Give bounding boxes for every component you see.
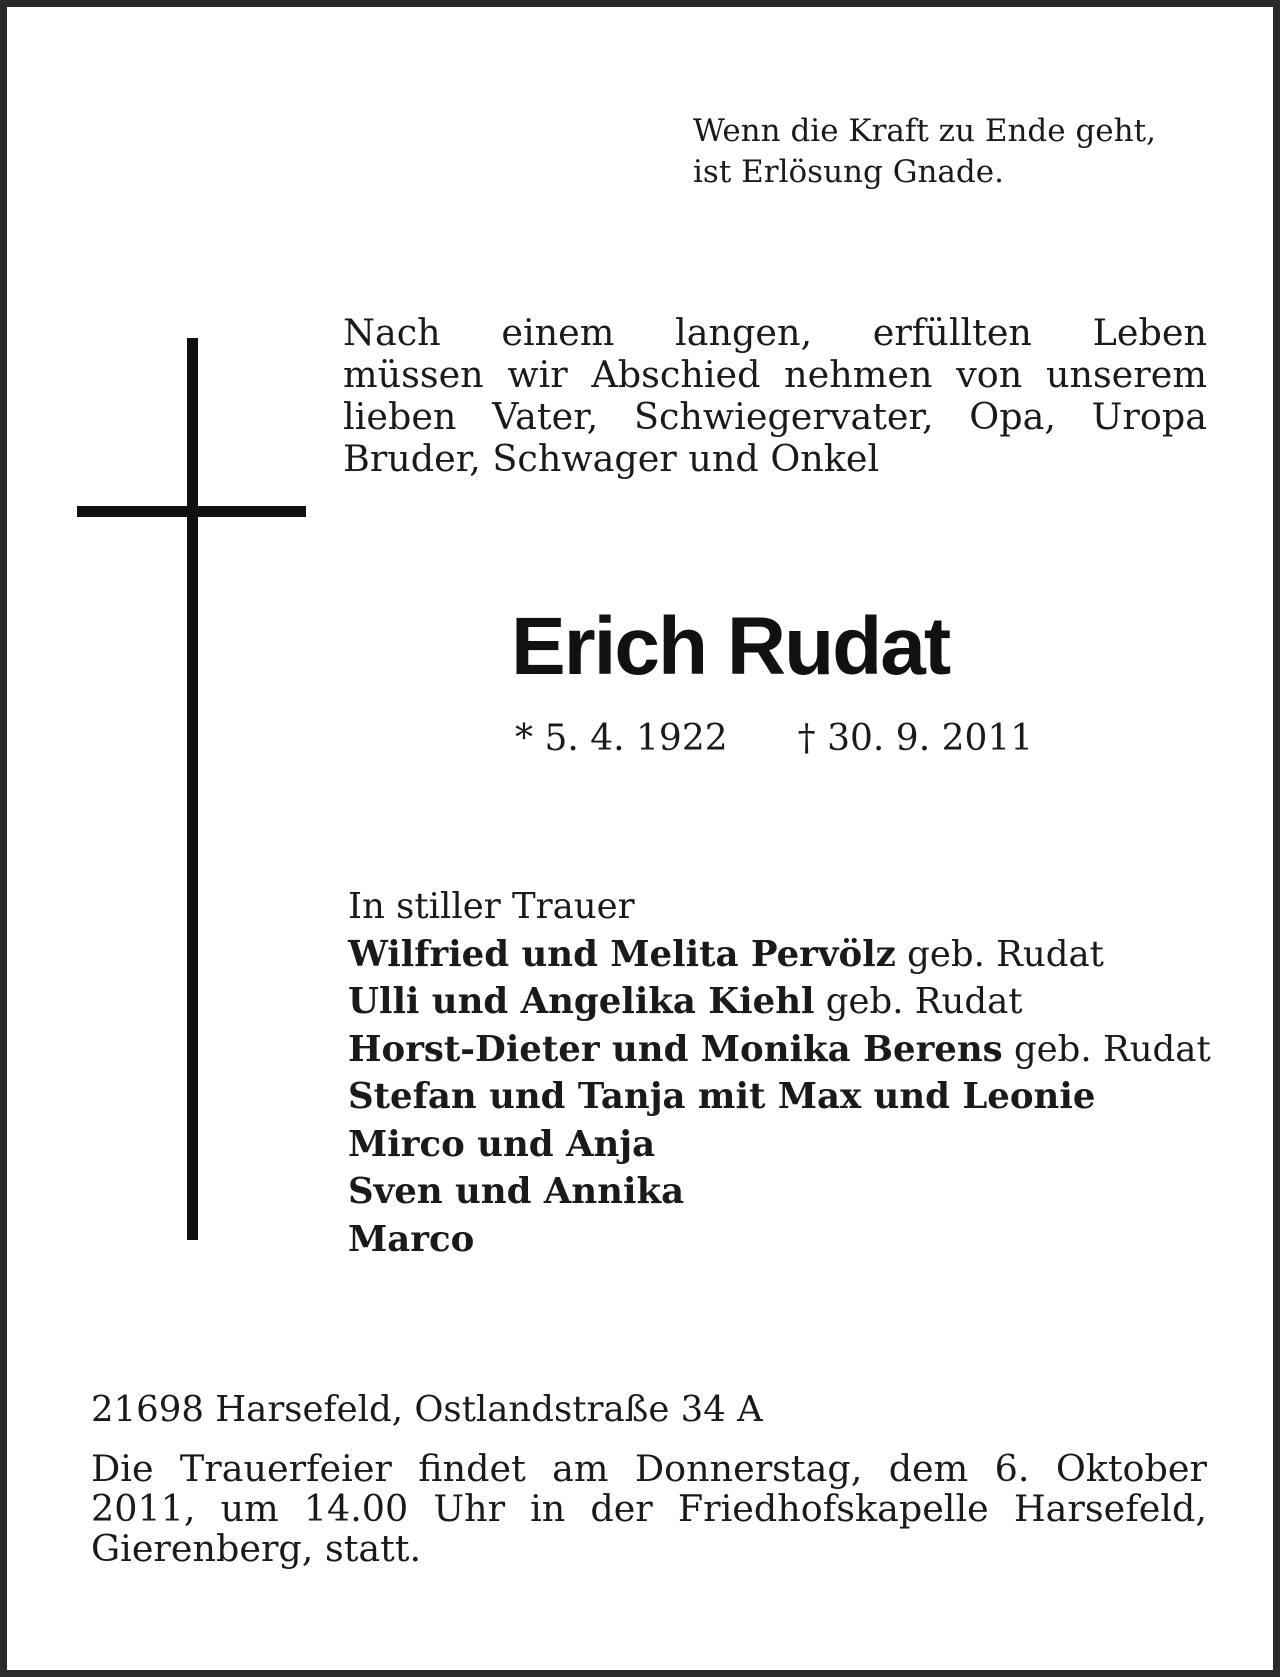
ceremony-word: in [530,1487,566,1530]
cross-icon [187,338,198,1240]
ceremony-word: Uhr [433,1487,506,1530]
mourner-names: Marco [348,1218,475,1260]
ceremony-line-1 [91,1449,1207,1489]
mourner-line [348,978,1228,1026]
mourner-note: geb. Rudat [895,933,1104,975]
intro-word: von [956,353,1023,396]
ceremony-word: 6. [994,1447,1030,1490]
intro-word: Leben [1092,311,1207,354]
intro-line-1 [343,312,1207,354]
intro-word: einem [501,311,615,354]
mourner-line [348,1216,1228,1264]
ceremony-word: Trauerfeier [179,1447,392,1490]
intro-word: Nach [343,311,441,354]
mourner-names: Ulli und Angelika Kiehl [348,981,815,1022]
intro-word: Vater, [492,395,599,438]
ceremony-word: der [590,1487,653,1530]
ceremony-text [91,1449,1207,1569]
intro-word: wir [507,353,568,396]
ceremony-word: 2011, [91,1487,196,1530]
cross-crossbar [77,506,306,517]
deceased-name: Erich Rudat [511,601,950,692]
mourner-names: Mirco und Anja [348,1123,656,1165]
motto-line-1: Wenn die Kraft zu Ende geht, [693,113,1156,149]
ceremony-word: dem [888,1447,969,1490]
intro-line-4: Bruder, Schwager und Onkel [343,437,880,480]
mourner-names: Sven und Annika [348,1171,685,1212]
mourner-line [348,1073,1228,1121]
mourner-note: geb. Rudat [814,981,1023,1022]
intro-text [343,312,1207,480]
life-dates [515,717,1033,761]
intro-word: unserem [1045,353,1207,396]
mourners-list [348,883,1228,1263]
intro-word: lieben [343,395,457,438]
mourner-line [348,1121,1228,1169]
intro-line-2 [343,354,1207,396]
mourner-line [348,1026,1228,1074]
ceremony-word: am [552,1447,609,1490]
mourner-line [348,1168,1228,1216]
death-date: † 30. 9. 2011 [797,718,1034,759]
motto-quote [693,111,1213,193]
birth-date: * 5. 4. 1922 [515,718,728,759]
intro-word: erfüllten [872,311,1032,354]
mourner-names: Horst-Dieter und Monika Berens [348,1028,1003,1070]
intro-word: müssen [343,353,484,396]
ceremony-line-3: Gierenberg, statt. [91,1527,422,1570]
intro-word: Abschied [591,353,761,396]
ceremony-word: Friedhofskapelle [677,1487,989,1530]
mourner-line [348,931,1228,979]
ceremony-word: um [220,1487,279,1530]
mourner-note: geb. Rudat [1002,1028,1211,1070]
ceremony-word: Donnerstag, [634,1447,863,1490]
intro-word: Uropa [1091,395,1207,438]
ceremony-word: Oktober [1055,1447,1207,1490]
intro-word: Opa, [969,395,1056,438]
mourners-heading: In stiller Trauer [348,886,635,927]
ceremony-word: 14.00 [303,1487,409,1530]
address-line: 21698 Harsefeld, Ostlandstraße 34 A [91,1389,763,1430]
intro-word: langen, [675,311,813,354]
mourner-names: Stefan und Tanja mit Max und Leonie [348,1076,1096,1117]
ceremony-line-2 [91,1489,1207,1529]
intro-word: nehmen [784,353,933,396]
intro-word: Schwiegervater, [633,395,934,438]
ceremony-word: Harsefeld, [1013,1487,1207,1530]
ceremony-word: findet [418,1447,526,1490]
mourner-names: Wilfried und Melita Pervölz [348,933,896,975]
ceremony-word: Die [91,1447,154,1490]
motto-line-2: ist Erlösung Gnade. [693,154,1004,190]
intro-line-3 [343,396,1207,438]
